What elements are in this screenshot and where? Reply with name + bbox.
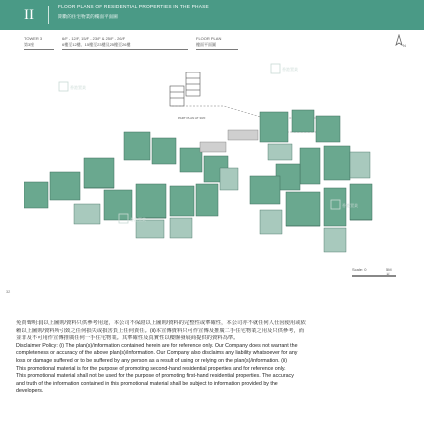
watermark-logo (270, 60, 302, 84)
floors-label-zh: 6樓至12樓、15樓至23樓及25樓至26樓 (62, 42, 131, 47)
disclaimer-zh-line: 免責聲明:(i)以上圖則/資料只供參考用途，本公司不保證以上圖則/資料的完整性或準確性，本公司亦不就任何人仕因使用或依 (16, 320, 306, 326)
plan-label-zh: 樓面平面圖 (196, 42, 216, 47)
svg-text:香港置業: 香港置業 (342, 203, 358, 208)
tower-label-zh: 第3座 (24, 42, 35, 47)
tower-label-en: TOWER 3 (24, 36, 43, 41)
watermark-logo (58, 78, 90, 102)
north-label: N (403, 43, 406, 48)
header-divider (48, 6, 49, 24)
scale-start: 0 (364, 267, 367, 272)
watermark-logo (330, 196, 362, 220)
disclaimer-en-line: This promotional material shall not be used for the purpose of promoting first-hand residential properties. The accuracy (16, 373, 294, 380)
header-title-en: FLOOR PLANS OF RESIDENTIAL PROPERTIES IN THE PHASE (58, 5, 209, 10)
section-number: II (24, 7, 34, 23)
disclaimer-en-line: developers. (16, 388, 44, 395)
svg-text:香港置業: 香港置業 (130, 217, 146, 222)
disclaimer-en-line: and truth of the information contained in this promotional material shall be subject to information provided by the (16, 380, 278, 387)
header-title-zh: 期數的住宅物業的樓面平面圖 (58, 14, 118, 19)
tower-underline (24, 49, 54, 50)
disclaimer-en-line: This promotional material is for the purpose of promoting second-hand residential properties and for reference only. (16, 365, 286, 372)
page-number: 32 (6, 290, 11, 294)
plan-label-en: FLOOR PLAN (196, 36, 222, 41)
watermark-logo (118, 210, 150, 234)
svg-text:香港置業: 香港置業 (282, 67, 298, 72)
scale-label: Scale: 0 5M米 (352, 267, 392, 277)
disclaimer-zh-line: 賴以上圖則/資料所引致之任何損失或損害負上任何責任。(ii)本宣傳資料只可作宣傳及推廣二手住宅物業之用及只供參考，而 (16, 327, 305, 334)
scale-end: 5M米 (386, 267, 392, 277)
disclaimer (16, 320, 412, 396)
part-plan-label: PART PLAN AT 30/F (178, 116, 206, 120)
disclaimer-en-line: Disclaimer Policy: (i) The plan(s)/information contained herein are for reference only. Our Company does not warrant the (16, 342, 298, 349)
scale-bar (352, 275, 396, 277)
disclaimer-en-line: loss or damage suffered or to be suffered by any person as a result of using or relying on the plan(s)/information. (ii) (16, 357, 287, 364)
disclaimer-en-line: completeness or accuracy of the above plan(s)/information. Our Company also disclaims any liability whatsoever for any (16, 350, 298, 357)
floors-underline (62, 49, 188, 50)
disclaimer-zh-line: 並非及不可用作宣傳推廣任何一手住宅物業。其準確性及真實性以樓盤發展商提供的資料為準。 (16, 335, 239, 342)
svg-text:香港置業: 香港置業 (70, 85, 86, 90)
header-band (0, 0, 424, 30)
north-arrow-icon (392, 34, 406, 48)
floors-label-en: 6/F - 12/F, 15/F - 23/F & 25/F - 26/F (62, 36, 126, 41)
plan-underline (196, 49, 238, 50)
